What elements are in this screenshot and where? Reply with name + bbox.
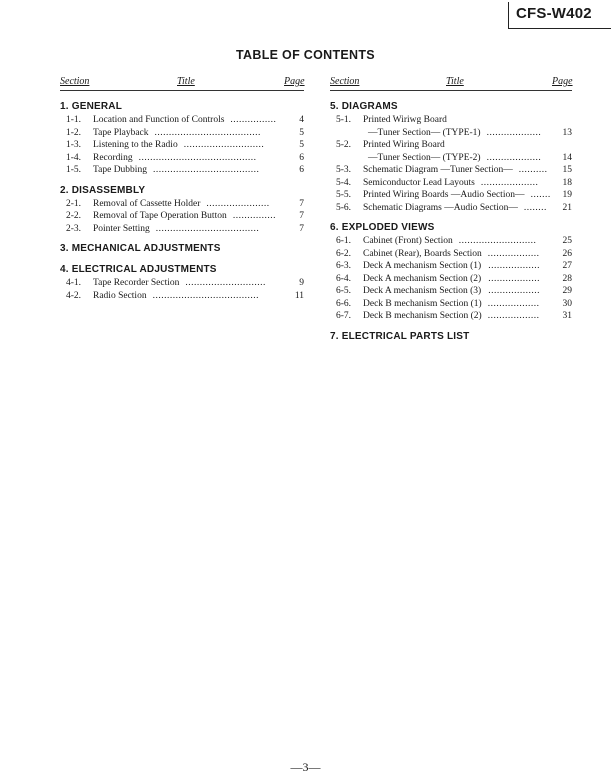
entry-title: Recording xyxy=(93,152,133,163)
entry-page: 21 xyxy=(562,202,572,213)
section-gap xyxy=(60,256,304,263)
entry-title: Schematic Diagrams —Audio Section— xyxy=(363,202,518,213)
entry-title: Listening to the Radio xyxy=(93,140,178,150)
leader-dots: ............................ xyxy=(183,140,265,150)
entry-number: 6-3. xyxy=(336,261,352,271)
leader-dots: ........ xyxy=(523,202,547,213)
entry-page: 19 xyxy=(562,190,572,200)
section-heading: 6. EXPLODED VIEWS xyxy=(330,222,435,233)
entry-title: Pointer Setting xyxy=(93,223,150,234)
leader-dots: ................ xyxy=(230,115,277,125)
leader-dots: .................. xyxy=(487,311,540,321)
entry-page: 25 xyxy=(562,236,572,246)
entry-number: 1-4. xyxy=(66,152,82,163)
entry-title: Cabinet (Front) Section xyxy=(363,236,453,246)
toc-entry xyxy=(60,127,304,140)
leader-dots: ................... xyxy=(486,152,542,163)
entry-title: Removal of Cassette Holder xyxy=(93,198,201,209)
leader-dots: ...................... xyxy=(206,198,270,209)
toc-entry xyxy=(330,285,572,298)
toc-entry xyxy=(330,164,572,177)
entry-title: Schematic Diagram —Tuner Section— xyxy=(363,165,513,175)
section-gap xyxy=(60,177,304,184)
header-rule-right xyxy=(330,90,572,91)
entry-number: 1-1. xyxy=(66,115,82,125)
toc-entry xyxy=(60,114,304,127)
entry-page: 13 xyxy=(562,127,572,138)
toc-entry xyxy=(330,298,572,311)
section-heading: 1. GENERAL xyxy=(60,101,123,112)
toc-entry xyxy=(330,189,572,202)
col-header-page-right: Page xyxy=(552,76,573,87)
section-heading: 5. DIAGRAMS xyxy=(330,101,398,112)
leader-dots: ......................................... xyxy=(138,152,257,163)
leader-dots: ..................................... xyxy=(152,165,260,175)
header-rule-left xyxy=(60,90,304,91)
section-heading: 3. MECHANICAL ADJUSTMENTS xyxy=(60,243,221,254)
entry-title: Tape Recorder Section xyxy=(93,278,180,288)
toc-entry xyxy=(60,164,304,177)
entry-number: 4-1. xyxy=(66,278,82,288)
leader-dots: ..................................... xyxy=(152,290,259,301)
entry-number: 5-4. xyxy=(336,177,352,188)
col-header-section-left: Section xyxy=(60,76,90,87)
entry-number: 5-3. xyxy=(336,165,352,175)
toc-entry xyxy=(330,273,572,286)
leader-dots: .................... xyxy=(480,177,539,188)
entry-title: Deck B mechanism Section (2) xyxy=(363,311,482,321)
entry-title: Tape Dubbing xyxy=(93,165,147,175)
toc-entry xyxy=(60,210,304,223)
section-heading: 2. DISASSEMBLY xyxy=(60,184,146,196)
entry-number: 6-2. xyxy=(336,248,352,259)
entry-number: 2-1. xyxy=(66,198,82,209)
section-gap xyxy=(330,323,572,330)
leader-dots: .......... xyxy=(518,165,548,175)
entry-number: 6-6. xyxy=(336,298,352,309)
toc-entry xyxy=(330,235,572,248)
entry-title: Deck B mechanism Section (1) xyxy=(363,298,482,309)
toc-title: TABLE OF CONTENTS xyxy=(236,48,375,62)
leader-dots: .................................... xyxy=(155,223,260,234)
col-header-title-right: Title xyxy=(446,76,464,87)
toc-entry xyxy=(60,198,304,211)
leader-dots: .................. xyxy=(488,261,540,271)
leader-dots: .................. xyxy=(488,286,540,296)
entry-page: 5 xyxy=(299,127,304,138)
entry-number: 5-2. xyxy=(336,140,352,150)
entry-title: Location and Function of Controls xyxy=(93,115,225,125)
entry-page: 15 xyxy=(562,165,572,175)
col-header-title-left: Title xyxy=(177,76,195,87)
entry-number: 5-1. xyxy=(336,115,352,125)
entry-page: 7 xyxy=(299,211,304,221)
leader-dots: ............... xyxy=(232,211,276,221)
entry-page: 28 xyxy=(562,273,572,284)
toc-entry xyxy=(60,223,304,236)
entry-title: Removal of Tape Operation Button xyxy=(93,211,227,221)
leader-dots: ........................... xyxy=(458,236,537,246)
entry-title: Radio Section xyxy=(93,290,147,301)
leader-dots: ................... xyxy=(486,127,542,138)
toc-right-column xyxy=(330,100,572,344)
entry-title: Deck A mechanism Section (2) xyxy=(363,273,482,284)
toc-entry xyxy=(330,177,572,190)
col-header-page-left: Page xyxy=(284,76,305,87)
entry-title: Printed Wiring Board xyxy=(363,140,445,150)
entry-title: —Tuner Section— (TYPE-2) xyxy=(368,152,481,163)
entry-page: 7 xyxy=(299,223,304,234)
entry-number: 6-7. xyxy=(336,311,352,321)
toc-entry xyxy=(330,139,572,152)
entry-page: 29 xyxy=(562,286,572,296)
entry-number: 1-3. xyxy=(66,140,82,150)
entry-title: Deck A mechanism Section (3) xyxy=(363,286,482,296)
toc-entry xyxy=(60,139,304,152)
entry-number: 4-2. xyxy=(66,290,82,301)
entry-page: 27 xyxy=(562,261,572,271)
toc-entry xyxy=(60,290,304,303)
entry-page: 18 xyxy=(562,177,572,188)
leader-dots: ....... xyxy=(530,190,551,200)
entry-title: Printed Wiriwg Board xyxy=(363,115,447,125)
toc-entry xyxy=(330,114,572,127)
model-number: CFS-W402 xyxy=(516,5,592,22)
entry-title: Printed Wiring Boards —Audio Section— xyxy=(363,190,525,200)
entry-number: 5-6. xyxy=(336,202,352,213)
entry-title: —Tuner Section— (TYPE-1) xyxy=(368,127,481,138)
entry-page: 6 xyxy=(299,165,304,175)
entry-number: 2-3. xyxy=(66,223,82,234)
entry-number: 5-5. xyxy=(336,190,352,200)
page-number: —3— xyxy=(290,760,321,774)
entry-title: Tape Playback xyxy=(93,127,149,138)
entry-number: 2-2. xyxy=(66,211,82,221)
entry-page: 11 xyxy=(294,290,304,301)
toc-entry xyxy=(330,202,572,215)
entry-title: Semiconductor Lead Layouts xyxy=(363,177,475,188)
entry-page: 7 xyxy=(299,198,304,209)
section-gap xyxy=(330,214,572,221)
section-gap xyxy=(60,235,304,242)
entry-number: 6-1. xyxy=(336,236,352,246)
leader-dots: .................. xyxy=(487,248,540,259)
entry-page: 9 xyxy=(299,278,304,288)
toc-entry xyxy=(330,310,572,323)
section-heading: 4. ELECTRICAL ADJUSTMENTS xyxy=(60,264,217,275)
leader-dots: ............................ xyxy=(185,278,266,288)
entry-page: 31 xyxy=(562,311,572,321)
entry-page: 6 xyxy=(299,152,304,163)
entry-title: Cabinet (Rear), Boards Section xyxy=(363,248,482,259)
entry-number: 1-5. xyxy=(66,165,82,175)
toc-entry xyxy=(60,152,304,165)
entry-page: 14 xyxy=(562,152,572,163)
toc-entry xyxy=(330,152,572,165)
entry-title: Deck A mechanism Section (1) xyxy=(363,261,482,271)
entry-number: 6-5. xyxy=(336,286,352,296)
toc-entry xyxy=(60,277,304,290)
toc-left-column xyxy=(60,100,304,302)
leader-dots: .................. xyxy=(487,298,540,309)
entry-page: 30 xyxy=(562,298,572,309)
entry-page: 26 xyxy=(562,248,572,259)
leader-dots: ..................................... xyxy=(154,127,261,138)
toc-entry xyxy=(330,248,572,261)
col-header-section-right: Section xyxy=(330,76,360,87)
section-heading: 7. ELECTRICAL PARTS LIST xyxy=(330,330,470,342)
entry-number: 6-4. xyxy=(336,273,352,284)
toc-entry xyxy=(330,127,572,140)
leader-dots: .................. xyxy=(488,273,540,284)
toc-entry xyxy=(330,260,572,273)
entry-page: 5 xyxy=(299,140,304,150)
entry-number: 1-2. xyxy=(66,127,82,138)
entry-page: 4 xyxy=(299,115,304,125)
